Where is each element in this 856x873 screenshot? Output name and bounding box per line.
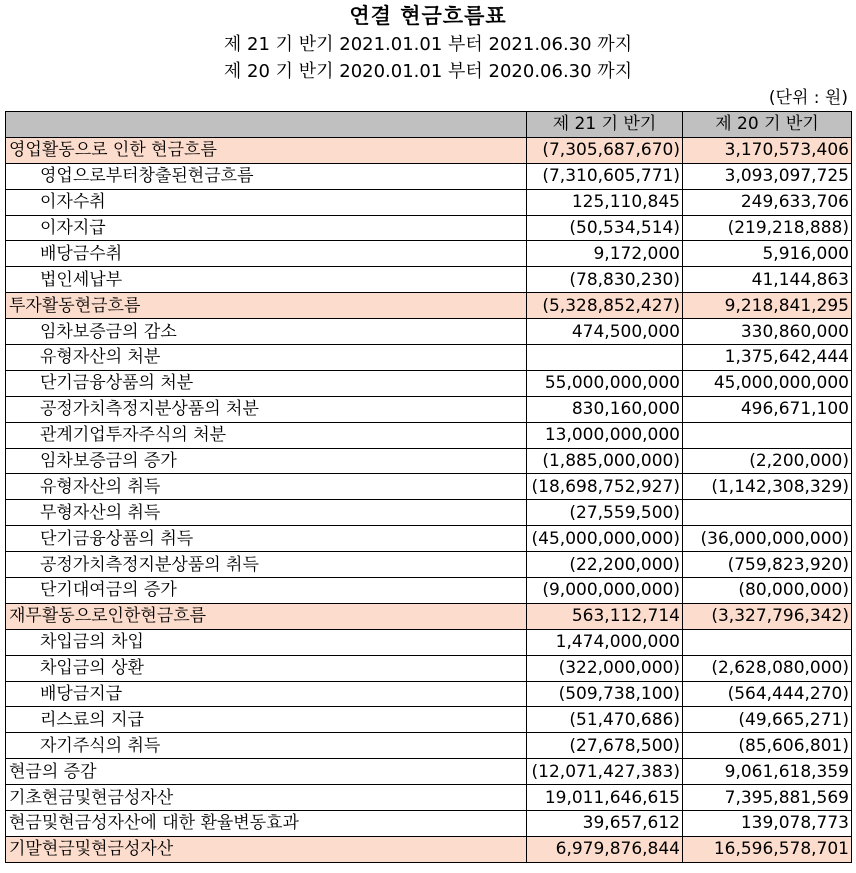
table-row (6, 578, 852, 604)
prior-period-value: 16,596,578,701 (683, 836, 852, 862)
header-prior-period: 제 20 기 반기 (683, 112, 852, 138)
table-row (6, 603, 852, 629)
table-row (6, 526, 852, 552)
prior-period-value: 41,144,863 (683, 267, 852, 293)
prior-period-value: (219,218,888) (683, 215, 852, 241)
row-label: 차입금의 상환 (6, 655, 527, 681)
prior-period-value: 9,061,618,359 (683, 759, 852, 785)
table-row (6, 836, 852, 862)
table-header-row (6, 112, 852, 138)
table-row (6, 396, 852, 422)
prior-period-value: (564,444,270) (683, 681, 852, 707)
table-row (6, 319, 852, 345)
table-row (6, 474, 852, 500)
prior-period-value: (80,000,000) (683, 578, 852, 604)
current-period-value: 563,112,714 (527, 603, 683, 629)
table-row (6, 785, 852, 811)
row-label: 이자지급 (6, 215, 527, 241)
prior-period-value: 5,916,000 (683, 241, 852, 267)
current-period-value: (78,830,230) (527, 267, 683, 293)
prior-period-value (683, 422, 852, 448)
table-row (6, 422, 852, 448)
unit-label: (단위 : 원) (768, 88, 848, 108)
table-row (6, 293, 852, 319)
period-current: 제 21 기 반기 2021.01.01 부터 2021.06.30 까지 (223, 34, 633, 55)
row-label: 리스료의 지급 (6, 707, 527, 733)
current-period-value: (7,305,687,670) (527, 137, 683, 163)
current-period-value: 1,474,000,000 (527, 629, 683, 655)
current-period-value: (1,885,000,000) (527, 448, 683, 474)
row-label: 유형자산의 처분 (6, 345, 527, 371)
current-period-value (527, 345, 683, 371)
row-label: 차입금의 차입 (6, 629, 527, 655)
prior-period-value: 9,218,841,295 (683, 293, 852, 319)
table-row (6, 500, 852, 526)
row-label: 배당금지급 (6, 681, 527, 707)
current-period-value: (509,738,100) (527, 681, 683, 707)
row-label: 단기금융상품의 취득 (6, 526, 527, 552)
current-period-value: (50,534,514) (527, 215, 683, 241)
current-period-value: 474,500,000 (527, 319, 683, 345)
statement-header (0, 0, 856, 85)
table-row (6, 629, 852, 655)
current-period-value: (9,000,000,000) (527, 578, 683, 604)
current-period-value: (27,678,500) (527, 733, 683, 759)
current-period-value: (45,000,000,000) (527, 526, 683, 552)
current-period-value: (5,328,852,427) (527, 293, 683, 319)
current-period-value: (18,698,752,927) (527, 474, 683, 500)
row-label: 현금및현금성자산에 대한 환율변동효과 (6, 811, 527, 837)
prior-period-value: (36,000,000,000) (683, 526, 852, 552)
row-label: 임차보증금의 감소 (6, 319, 527, 345)
table-row (6, 733, 852, 759)
prior-period-value: 7,395,881,569 (683, 785, 852, 811)
prior-period-value: (3,327,796,342) (683, 603, 852, 629)
period-prior: 제 20 기 반기 2020.01.01 부터 2020.06.30 까지 (223, 61, 633, 82)
table-row (6, 137, 852, 163)
current-period-value: (322,000,000) (527, 655, 683, 681)
table-row (6, 370, 852, 396)
row-label: 영업활동으로 인한 현금흐름 (6, 137, 527, 163)
prior-period-value: 1,375,642,444 (683, 345, 852, 371)
row-label: 기초현금및현금성자산 (6, 785, 527, 811)
header-label (6, 112, 527, 138)
prior-period-value (683, 629, 852, 655)
row-label: 자기주식의 취득 (6, 733, 527, 759)
prior-period-value: 3,093,097,725 (683, 163, 852, 189)
current-period-value: 13,000,000,000 (527, 422, 683, 448)
current-period-value: (12,071,427,383) (527, 759, 683, 785)
table-row (6, 448, 852, 474)
prior-period-value: 330,860,000 (683, 319, 852, 345)
row-label: 배당금수취 (6, 241, 527, 267)
prior-period-value: (49,665,271) (683, 707, 852, 733)
prior-period-value: 45,000,000,000 (683, 370, 852, 396)
prior-period-value: 496,671,100 (683, 396, 852, 422)
table-row (6, 345, 852, 371)
table-row (6, 215, 852, 241)
cash-flow-table (5, 111, 852, 863)
statement-title: 연결 현금흐름표 (349, 4, 507, 28)
table-row (6, 267, 852, 293)
row-label: 영업으로부터창출된현금흐름 (6, 163, 527, 189)
row-label: 기말현금및현금성자산 (6, 836, 527, 862)
table-row (6, 681, 852, 707)
current-period-value: 39,657,612 (527, 811, 683, 837)
table-row (6, 811, 852, 837)
row-label: 공정가치측정지분상품의 취득 (6, 552, 527, 578)
prior-period-value: (1,142,308,329) (683, 474, 852, 500)
table-row (6, 655, 852, 681)
table-row (6, 189, 852, 215)
current-period-value: (22,200,000) (527, 552, 683, 578)
current-period-value: 19,011,646,615 (527, 785, 683, 811)
row-label: 무형자산의 취득 (6, 500, 527, 526)
row-label: 현금의 증감 (6, 759, 527, 785)
prior-period-value: 3,170,573,406 (683, 137, 852, 163)
current-period-value: 6,979,876,844 (527, 836, 683, 862)
prior-period-value: (2,628,080,000) (683, 655, 852, 681)
current-period-value: 9,172,000 (527, 241, 683, 267)
row-label: 투자활동현금흐름 (6, 293, 527, 319)
table-row (6, 241, 852, 267)
row-label: 단기금융상품의 처분 (6, 370, 527, 396)
prior-period-value: 249,633,706 (683, 189, 852, 215)
row-label: 관계기업투자주식의 처분 (6, 422, 527, 448)
current-period-value: 125,110,845 (527, 189, 683, 215)
row-label: 임차보증금의 증가 (6, 448, 527, 474)
current-period-value: 55,000,000,000 (527, 370, 683, 396)
current-period-value: (27,559,500) (527, 500, 683, 526)
table-row (6, 552, 852, 578)
current-period-value: (51,470,686) (527, 707, 683, 733)
prior-period-value (683, 500, 852, 526)
row-label: 이자수취 (6, 189, 527, 215)
row-label: 재무활동으로인한현금흐름 (6, 603, 527, 629)
row-label: 법인세납부 (6, 267, 527, 293)
prior-period-value: (759,823,920) (683, 552, 852, 578)
prior-period-value: (2,200,000) (683, 448, 852, 474)
row-label: 공정가치측정지분상품의 처분 (6, 396, 527, 422)
table-row (6, 163, 852, 189)
table-row (6, 759, 852, 785)
row-label: 단기대여금의 증가 (6, 578, 527, 604)
table-body (6, 137, 852, 862)
current-period-value: 830,160,000 (527, 396, 683, 422)
header-current-period: 제 21 기 반기 (527, 112, 683, 138)
current-period-value: (7,310,605,771) (527, 163, 683, 189)
table-row (6, 707, 852, 733)
prior-period-value: 139,078,773 (683, 811, 852, 837)
prior-period-value: (85,606,801) (683, 733, 852, 759)
row-label: 유형자산의 취득 (6, 474, 527, 500)
